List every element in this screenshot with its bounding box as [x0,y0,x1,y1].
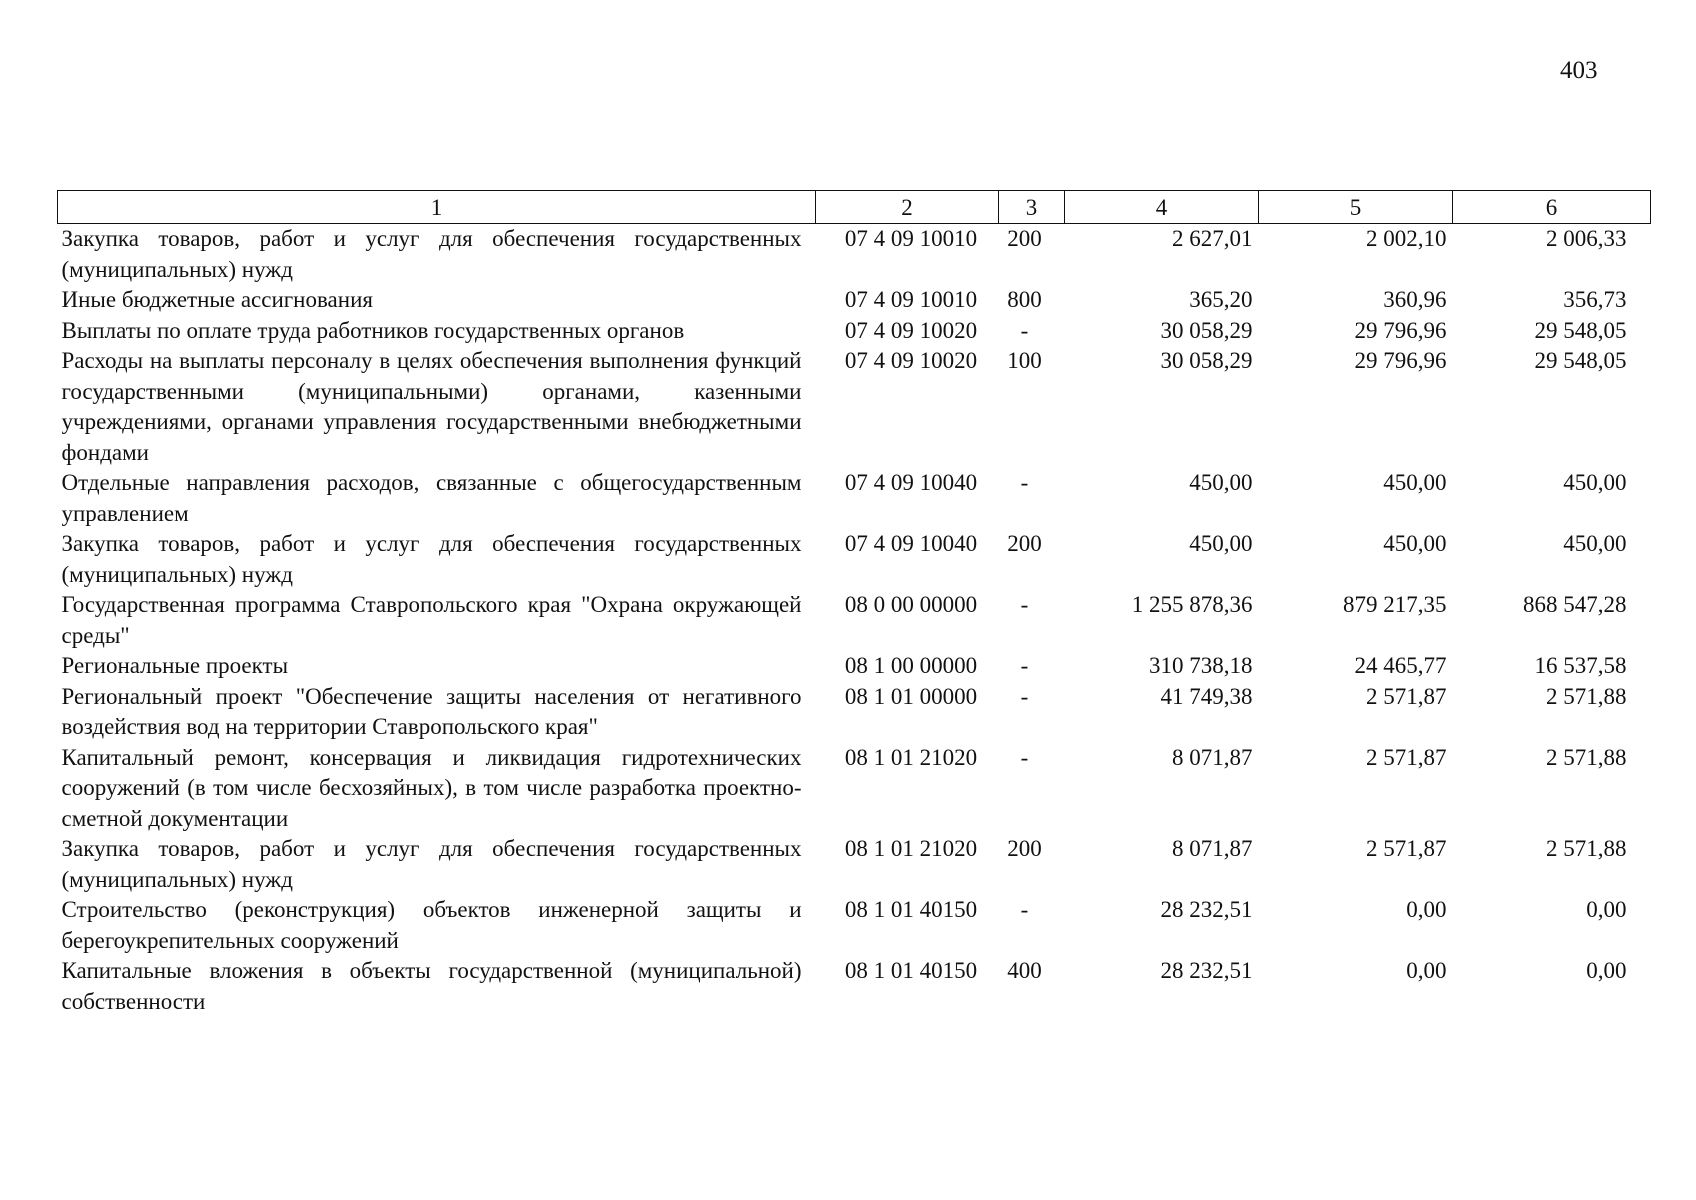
target-code: 08 0 00 00000 [844,592,978,617]
expense-type-code: - [1020,683,1029,709]
expense-type-code: - [1020,470,1029,495]
amount-col-5: 29 796,96 [1354,317,1447,343]
amount-col-6: 450,00 [1563,470,1627,495]
expense-type-code: - [1020,897,1029,922]
amount-col-5: 450,00 [1383,531,1447,556]
amount-col-6: 2 571,88 [1546,836,1627,861]
expense-type-code: 200 [1007,531,1042,556]
amount-col-5: 2 002,10 [1366,226,1447,251]
amount-col-4: 450,00 [1189,470,1253,495]
amount-col-4: 28 232,51 [1160,958,1253,983]
table-row [58,468,1651,529]
table-row [58,956,1651,1017]
amount-col-6: 29 548,05 [1534,348,1627,373]
amount-col-4: 8 071,87 [1172,836,1253,861]
target-code: 07 4 09 10040 [844,470,978,495]
target-code: 08 1 01 00000 [844,683,978,709]
amount-col-4: 8 071,87 [1172,744,1253,770]
amount-col-4: 41 749,38 [1160,683,1253,709]
column-header-2: 2 [816,191,999,224]
table-row [58,895,1651,956]
amount-col-5: 360,96 [1383,287,1447,312]
amount-col-5: 0,00 [1406,897,1447,922]
table-row [58,285,1651,316]
table-row [58,590,1651,651]
amount-col-4: 310 738,18 [1149,653,1253,678]
expense-type-code: - [1020,317,1029,343]
expense-type-code: - [1020,744,1029,770]
column-header-4: 4 [1065,191,1259,224]
target-code: 07 4 09 10010 [844,226,978,251]
budget-table-container [57,190,1650,1017]
expense-type-code: 800 [1007,287,1042,312]
column-header-6: 6 [1453,191,1651,224]
amount-col-5: 2 571,87 [1366,683,1447,709]
table-body [58,224,1651,1018]
expense-name: Закупка товаров, работ и услуг для обеспечения государственных (муниципальных) нужд [61,531,802,587]
expense-name: Капитальные вложения в объекты государственной (муниципальной) собственности [61,958,802,1014]
target-code: 08 1 01 21020 [844,836,978,861]
expense-type-code: - [1020,592,1029,617]
amount-col-6: 450,00 [1563,531,1627,556]
target-code: 07 4 09 10040 [844,531,978,556]
target-code: 08 1 01 40150 [844,958,978,983]
target-code: 08 1 00 00000 [844,653,978,678]
amount-col-6: 2 006,33 [1546,226,1627,251]
amount-col-5: 2 571,87 [1366,836,1447,861]
amount-col-4: 365,20 [1189,287,1253,312]
amount-col-4: 450,00 [1189,531,1253,556]
expense-name: Иные бюджетные ассигнования [61,287,373,312]
amount-col-6: 2 571,88 [1546,744,1627,770]
amount-col-6: 868 547,28 [1523,592,1627,617]
amount-col-6: 2 571,88 [1546,683,1627,709]
expense-type-code: 200 [1007,836,1042,861]
amount-col-4: 2 627,01 [1172,226,1253,251]
target-code: 08 1 01 21020 [844,744,978,770]
target-code: 07 4 09 10020 [844,317,978,343]
amount-col-6: 0,00 [1586,897,1627,922]
expense-name: Региональные проекты [61,653,289,678]
table-row [58,743,1651,835]
amount-col-4: 30 058,29 [1160,317,1253,343]
expense-name: Государственная программа Ставропольского края "Охрана окружающей среды" [61,592,802,648]
amount-col-5: 2 571,87 [1366,744,1447,770]
expense-name: Капитальный ремонт, консервация и ликвидация гидротехнических сооружений (в том числе бесхозяйных), в том числе разработка проектно-сметной документации [61,744,802,831]
expense-name: Региональный проект "Обеспечение защиты населения от негативного воздействия вод на территории Ставропольского края" [61,683,802,739]
amount-col-5: 0,00 [1406,958,1447,983]
amount-col-5: 29 796,96 [1354,348,1447,373]
amount-col-6: 29 548,05 [1534,317,1627,343]
table-row [58,224,1651,286]
amount-col-6: 0,00 [1586,958,1627,983]
expense-type-code: 200 [1007,226,1042,251]
amount-col-4: 28 232,51 [1160,897,1253,922]
table-row [58,651,1651,682]
expense-name: Закупка товаров, работ и услуг для обеспечения государственных (муниципальных) нужд [61,226,802,282]
expense-name: Отдельные направления расходов, связанные с общегосударственным управлением [61,470,802,526]
expense-name: Закупка товаров, работ и услуг для обеспечения государственных (муниципальных) нужд [61,836,802,892]
amount-col-6: 16 537,58 [1534,653,1627,678]
expense-name: Строительство (реконструкция) объектов инженерной защиты и берегоукрепительных сооружений [61,897,802,953]
table-row [58,682,1651,743]
expense-name: Выплаты по оплате труда работников государственных органов [61,317,685,343]
expense-type-code: - [1020,653,1029,678]
column-header-3: 3 [999,191,1065,224]
target-code: 07 4 09 10010 [844,287,978,312]
amount-col-5: 879 217,35 [1343,592,1447,617]
table-row [58,834,1651,895]
amount-col-5: 24 465,77 [1354,653,1447,678]
table-row [58,346,1651,468]
amount-col-4: 1 255 878,36 [1131,592,1253,617]
table-header [58,191,1651,224]
page-number: 403 [1560,57,1598,84]
amount-col-6: 356,73 [1563,287,1627,312]
column-header-5: 5 [1259,191,1453,224]
header-row [58,191,1651,224]
target-code: 07 4 09 10020 [844,348,978,373]
amount-col-4: 30 058,29 [1160,348,1253,373]
target-code: 08 1 01 40150 [844,897,978,922]
column-header-1: 1 [58,191,816,224]
expense-name: Расходы на выплаты персоналу в целях обеспечения выполнения функций государственными (муниципальными) органами, казенными учреждениями, органами управления государственными внебюджетными фондами [61,348,802,465]
table-row [58,529,1651,590]
expense-type-code: 100 [1007,348,1042,373]
expense-type-code: 400 [1007,958,1042,983]
table-row [58,316,1651,347]
budget-table [57,190,1651,1017]
amount-col-5: 450,00 [1383,470,1447,495]
